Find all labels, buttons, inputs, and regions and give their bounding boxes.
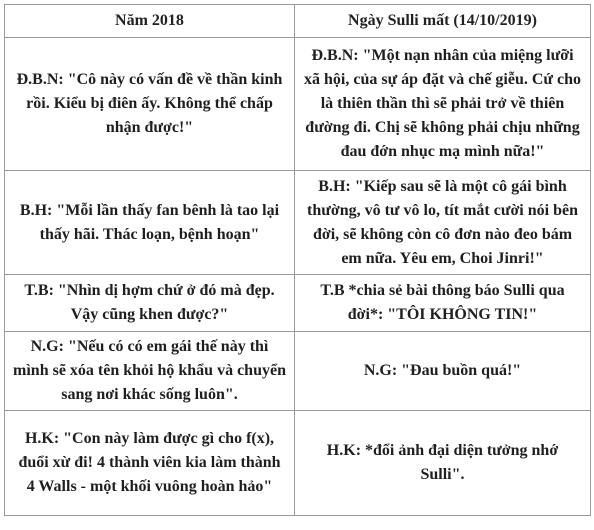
table-row (5, 275, 591, 332)
table-row (5, 171, 591, 275)
table-row (5, 38, 591, 171)
table-header-row (5, 5, 591, 38)
table-row (5, 411, 591, 516)
table-row (5, 332, 591, 411)
header-sulli-death-date: Ngày Sulli mất (14/10/2019) (295, 5, 591, 38)
cell-2018-comment: H.K: "Con này làm được gì cho f(x), đuổi xừ đi! 4 thành viên kia làm thành 4 Walls - một khối vuông hoàn hảo" (5, 411, 295, 516)
cell-2019-comment: N.G: "Đau buồn quá!" (295, 332, 591, 411)
cell-2018-comment: N.G: "Nếu có có em gái thế này thì mình sẽ xóa tên khỏi hộ khẩu và chuyển sang nơi khác sống luôn". (5, 332, 295, 411)
cell-2019-comment: T.B *chia sẻ bài thông báo Sulli qua đời*: "TÔI KHÔNG TIN!" (295, 275, 591, 332)
cell-2018-comment: T.B: "Nhìn dị hợm chứ ở đó mà đẹp. Vậy cũng khen được?" (5, 275, 295, 332)
cell-2018-comment: B.H: "Mỗi lần thấy fan bênh là tao lại thấy hãi. Thác loạn, bệnh hoạn" (5, 171, 295, 275)
cell-2018-comment: Đ.B.N: "Cô này có vấn đề về thần kinh rồi. Kiểu bị điên ấy. Không thể chấp nhận được!" (5, 38, 295, 171)
comparison-table-container (4, 4, 590, 516)
cell-2019-comment: B.H: "Kiếp sau sẽ là một cô gái bình thường, vô tư vô lo, tít mắt cười nói bên đời, sẽ không còn cô đơn nào đeo bám em nữa. Yêu em, Choi Jinri!" (295, 171, 591, 275)
cell-2019-comment: Đ.B.N: "Một nạn nhân của miệng lưỡi xã hội, của sự áp đặt và chế giễu. Cứ cho là thiên thần thì sẽ phải trở về thiên đường đi. Chị sẽ không phải chịu những đau đớn nhục mạ mình nữa!" (295, 38, 591, 171)
cell-2019-comment: H.K: *đổi ảnh đại diện tưởng nhớ Sulli". (295, 411, 591, 516)
comparison-table (4, 4, 591, 516)
header-year-2018: Năm 2018 (5, 5, 295, 38)
